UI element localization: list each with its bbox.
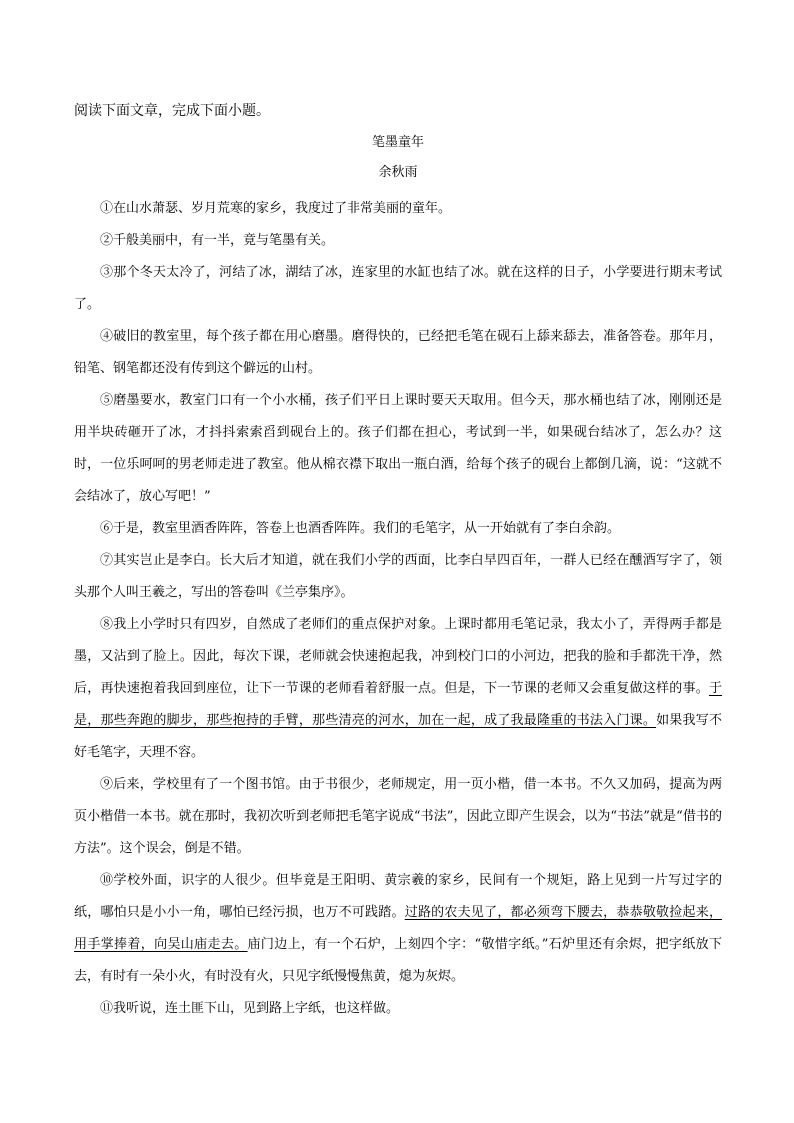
paragraph-7 [74,545,722,609]
paragraph-9 [74,769,722,865]
paragraph-text: ⑨后来，学校里有了一个图书馆。由于书很少，老师规定，用一页小楷，借一本书。不久又加码，提高为两页小楷借一本书。就在那时，我初次听到老师把毛笔字说成“书法”，因此立即产生误会，以为“书法”就是“借书的方法”。这个误会，倒是不错。 [74,777,722,856]
paragraph-5 [74,385,722,513]
paragraph-text: ⑩学校外面，识字的人很少。但毕竟是王阳明、黄宗羲的家乡，民间有一个规矩，路上见到一片写过字的纸，哪怕只是小小一角，哪怕已经污损，也万不可践踏。 [74,873,722,920]
paragraph-11 [74,993,722,1025]
document-page [74,0,722,1123]
paragraph-text-tail: 庙门边上，有一个石炉，上刻四个字：“敬惜字纸。”石炉里还有余烬，把字纸放下去，有时有一朵小火，有时没有火，只见字纸慢慢焦黄，熄为灰烬。 [74,937,722,984]
underlined-sentence: 于是，那些奔跑的脚步，那些抱持的手臂，那些清亮的河水，加在一起，成了我最隆重的书法入门课。 [74,681,722,728]
paragraph-text: ⑪我听说，连土匪下山，见到路上字纸，也这样做。 [100,1001,400,1016]
paragraph-6 [74,513,722,545]
paragraph-text: ④破旧的教室里，每个孩子都在用心磨墨。磨得快的，已经把毛笔在砚石上舔来舔去，准备答卷。那年月，铅笔、钢笔都还没有传到这个僻远的山村。 [74,329,722,376]
paragraph-8 [74,609,722,769]
instruction-text: 阅读下面文章，完成下面小题。 [74,103,270,119]
paragraph-text: ⑤磨墨要水，教室门口有一个小水桶，孩子们平日上课时要天天取用。但今天，那水桶也结了冰，刚刚还是用半块砖砸开了冰，才抖抖索索舀到砚台上的。孩子们都在担心，考试到一半，如果砚台结冰了，怎么办？这时，一位乐呵呵的男老师走进了教室。他从棉衣襟下取出一瓶白酒，给每个孩子的砚台上都倒几滴，说：“这就不会结冰了，放心写吧！” [74,393,722,504]
article-body [74,193,722,1025]
paragraph-text: ③那个冬天太冷了，河结了冰，湖结了冰，连家里的水缸也结了冰。就在这样的日子，小学要进行期末考试了。 [74,265,722,312]
paragraph-4 [74,321,722,385]
article-title: 笔墨童年 [371,135,424,150]
paragraph-text: ⑥于是，教室里酒香阵阵，答卷上也酒香阵阵。我们的毛笔字，从一开始就有了李白余韵。 [100,521,621,536]
paragraph-text: ①在山水萧瑟、岁月荒寒的家乡，我度过了非常美丽的童年。 [100,201,452,216]
underlined-sentence: 过路的农夫见了，都必须弯下腰去，恭恭敬敬捡起来，用手掌捧着，向吴山庙走去。 [74,905,722,952]
paragraph-2 [74,225,722,257]
paragraph-3 [74,257,722,321]
paragraph-text: ⑧我上小学时只有四岁，自然成了老师们的重点保护对象。上课时都用毛笔记录，我太小了，弄得两手都是墨，又沾到了脸上。因此，每次下课，老师就会快速抱起我，冲到校门口的小河边，把我的脸和手都洗干净，然后，再快速抱着我回到座位，让下一节课的老师看着舒服一点。但是，下一节课的老师又会重复做这样的事。 [74,617,722,696]
paragraph-1 [74,193,722,225]
paragraph-10 [74,865,722,993]
paragraph-text-tail: 如果我写不好毛笔字，天理不容。 [74,713,722,760]
paragraph-text: ②千般美丽中，有一半，竟与笔墨有关。 [100,233,335,248]
article-author: 余秋雨 [378,165,418,180]
paragraph-text: ⑦其实岂止是李白。长大后才知道，就在我们小学的西面，比李白早四百年，一群人已经在醺酒写字了，领头那个人叫王羲之，写出的答卷叫《兰亭集序》。 [74,553,722,600]
